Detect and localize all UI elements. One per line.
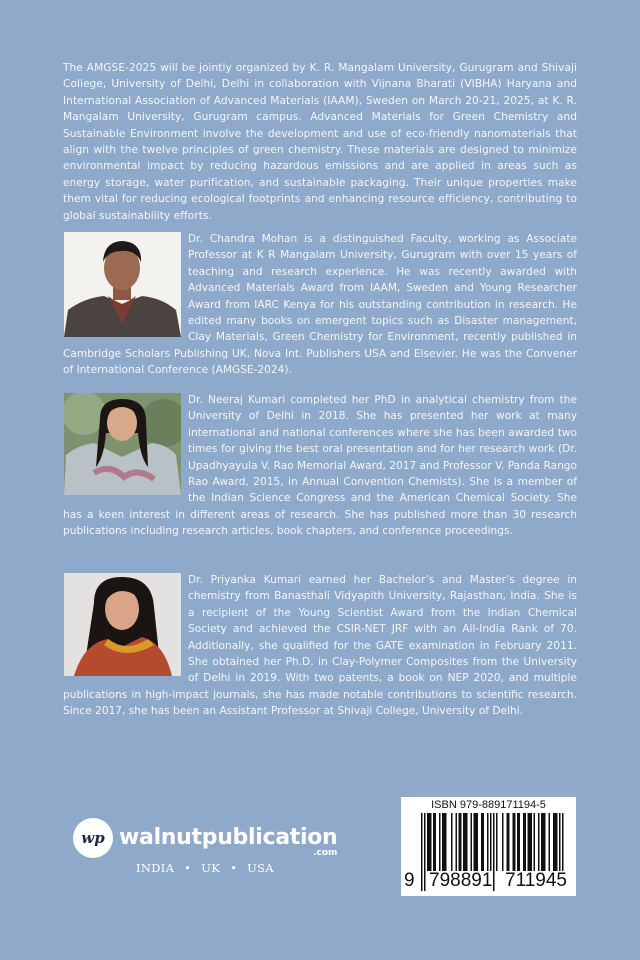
publisher-name: walnutpublication <box>119 825 338 850</box>
barcode-bar <box>517 813 519 871</box>
barcode-bar <box>459 813 461 871</box>
region-usa: USA <box>247 861 274 875</box>
barcode-bar <box>433 813 435 871</box>
barcode-bar <box>555 813 557 871</box>
barcode-bar <box>514 813 516 871</box>
barcode-bar <box>481 813 483 871</box>
bio-text: Dr. Chandra Mohan is a distinguished Faculty, working as Associate Professor at K R Mangalam University, Gurugram with over 15 years of teaching and research experience. He was recently awarded with Advanced Materials Award from IAAM, Sweden and Young Researcher Award from IARC Kenya for his outstanding contribution in research. He edited many books on emergent topics such as Disaster management, Clay Materials, Green Chemistry for Environment, recently published in Cambridge Scholars Publishing UK, Nova Int. Publishers USA and Elsevier. He was the Convener of International Conference (AMGSE-2024). <box>63 233 577 377</box>
barcode-bar <box>421 813 423 891</box>
barcode-bar <box>465 813 467 871</box>
barcode-bar <box>487 813 489 871</box>
region-separator: • <box>184 861 192 875</box>
barcode-bar <box>529 813 531 871</box>
barcode-bar <box>538 813 540 871</box>
barcode-bar <box>444 813 446 871</box>
barcode-bar <box>549 813 551 871</box>
author-photo <box>64 232 181 337</box>
barcode-bar <box>451 813 453 871</box>
barcode-bar <box>525 813 527 871</box>
barcode-bar <box>553 813 555 871</box>
barcode-bar <box>466 813 468 871</box>
bio-text: Dr. Priyanka Kumari earned her Bachelor’s and Master’s degree in chemistry from Banasthali Vidyapith University, Rajasthan, India. She is a recipient of the Young Scientist Award from the Indian Chemical Society and achieved the CSIR-NET JRF with an All-India Rank of 70. Additionally, she qualified for the GATE examination in February 2011. She obtained her Ph.D. in Clay-Polymer Composites from the University of Delhi in 2019. With two patents, a book on NEP 2020, and multiple publications in high-impact journals, she has made notable contributions to scientific research. Since 2017, she has been an Assistant Professor at Shivaji College, University of Delhi. <box>63 574 577 718</box>
isbn-label: ISBN 979-889171194-5 <box>431 799 546 811</box>
barcode-bar <box>523 813 525 871</box>
barcode-bar <box>508 813 510 871</box>
barcode-bar <box>531 813 533 871</box>
barcode-bar <box>483 813 485 871</box>
barcode-bar <box>471 813 473 871</box>
barcode-bar <box>475 813 477 871</box>
barcode-bar <box>445 813 447 871</box>
portrait-image <box>64 232 181 337</box>
barcode-bar <box>534 813 536 871</box>
bio-text: Dr. Neeraj Kumari completed her PhD in analytical chemistry from the University of Delhi in 2018. She has presented her work at many international and national conferences where she has been awarded two times for giving the best oral presentation and for her research work (Dr. Upadhyayula V. Rao Memorial Award, 2017 and Professor V. Panda Rango Rao Award, 2015, in Annual Convention Chemists). She is a member of the Indian Science Congress and the American Chemical Society. She has a keen interest in different areas of research. She has published more than 30 research publications including research articles, book chapters, and conference proceedings. <box>63 394 577 538</box>
barcode-bar <box>435 813 437 871</box>
publisher-logo <box>73 818 337 858</box>
barcode-digits-left: 798891 <box>429 870 493 891</box>
intro-paragraph: The AMGSE-2025 will be jointly organized by K. R. Mangalam University, Gurugram and Shivaji College, University of Delhi, Delhi in collaboration with Vijnana Bharati (VIBHA) Haryana and International Association of Advanced Materials (IAAM), Sweden on March 20-21, 2025, at K. R. Mangalam University, Gurugram campus. Advanced Materials for Green Chemistry and Sustainable Environment involve the development and use of eco-friendly nanomaterials that align with the twelve principles of green chemistry. These materials are designed to minimize environmental impact by reducing hazardous emissions and are applied in areas such as energy storage, water purification, and sustainable packaging. Their unique properties make them vital for reducing ecological footprints and enhancing resource efficiency, contributing to global sustainability efforts. <box>63 62 577 222</box>
portrait-image <box>64 573 181 676</box>
region-india: INDIA <box>136 861 175 875</box>
barcode-bar <box>474 813 476 871</box>
barcode-bar <box>439 813 441 871</box>
barcode-bar <box>463 813 465 871</box>
author-bio-priyanka-kumari <box>63 572 577 720</box>
barcode-bar <box>427 813 429 871</box>
author-photo <box>64 393 181 495</box>
publisher-monogram-icon: wp <box>73 818 113 858</box>
barcode-bar <box>541 813 543 871</box>
author-photo <box>64 573 181 676</box>
publisher-regions <box>136 861 280 875</box>
barcode-bar <box>556 813 558 871</box>
barcode-bar <box>456 813 458 871</box>
barcode-bar <box>519 813 521 871</box>
barcode-bar <box>544 813 546 871</box>
barcode-bar <box>496 813 498 871</box>
barcode-bar <box>513 813 515 871</box>
barcode-bar <box>430 813 432 871</box>
region-separator: • <box>230 861 238 875</box>
barcode-bar <box>502 813 504 871</box>
publisher-domain: .com <box>313 848 338 858</box>
barcode-bar <box>460 813 462 871</box>
isbn-barcode <box>401 797 576 896</box>
author-bio-chandra-mohan <box>63 231 577 379</box>
barcode-bar <box>442 813 444 871</box>
barcode-bar <box>424 813 426 891</box>
barcode-bar <box>429 813 431 871</box>
portrait-image <box>64 393 181 495</box>
barcode-digit-first: 9 <box>404 870 415 891</box>
region-uk: UK <box>201 861 221 875</box>
barcode-bar <box>543 813 545 871</box>
barcode-bar <box>528 813 530 871</box>
barcode-digits-right: 711945 <box>505 870 567 891</box>
author-bio-neeraj-kumari <box>63 392 577 540</box>
barcode-bar <box>477 813 479 871</box>
barcode-bar <box>507 813 509 871</box>
